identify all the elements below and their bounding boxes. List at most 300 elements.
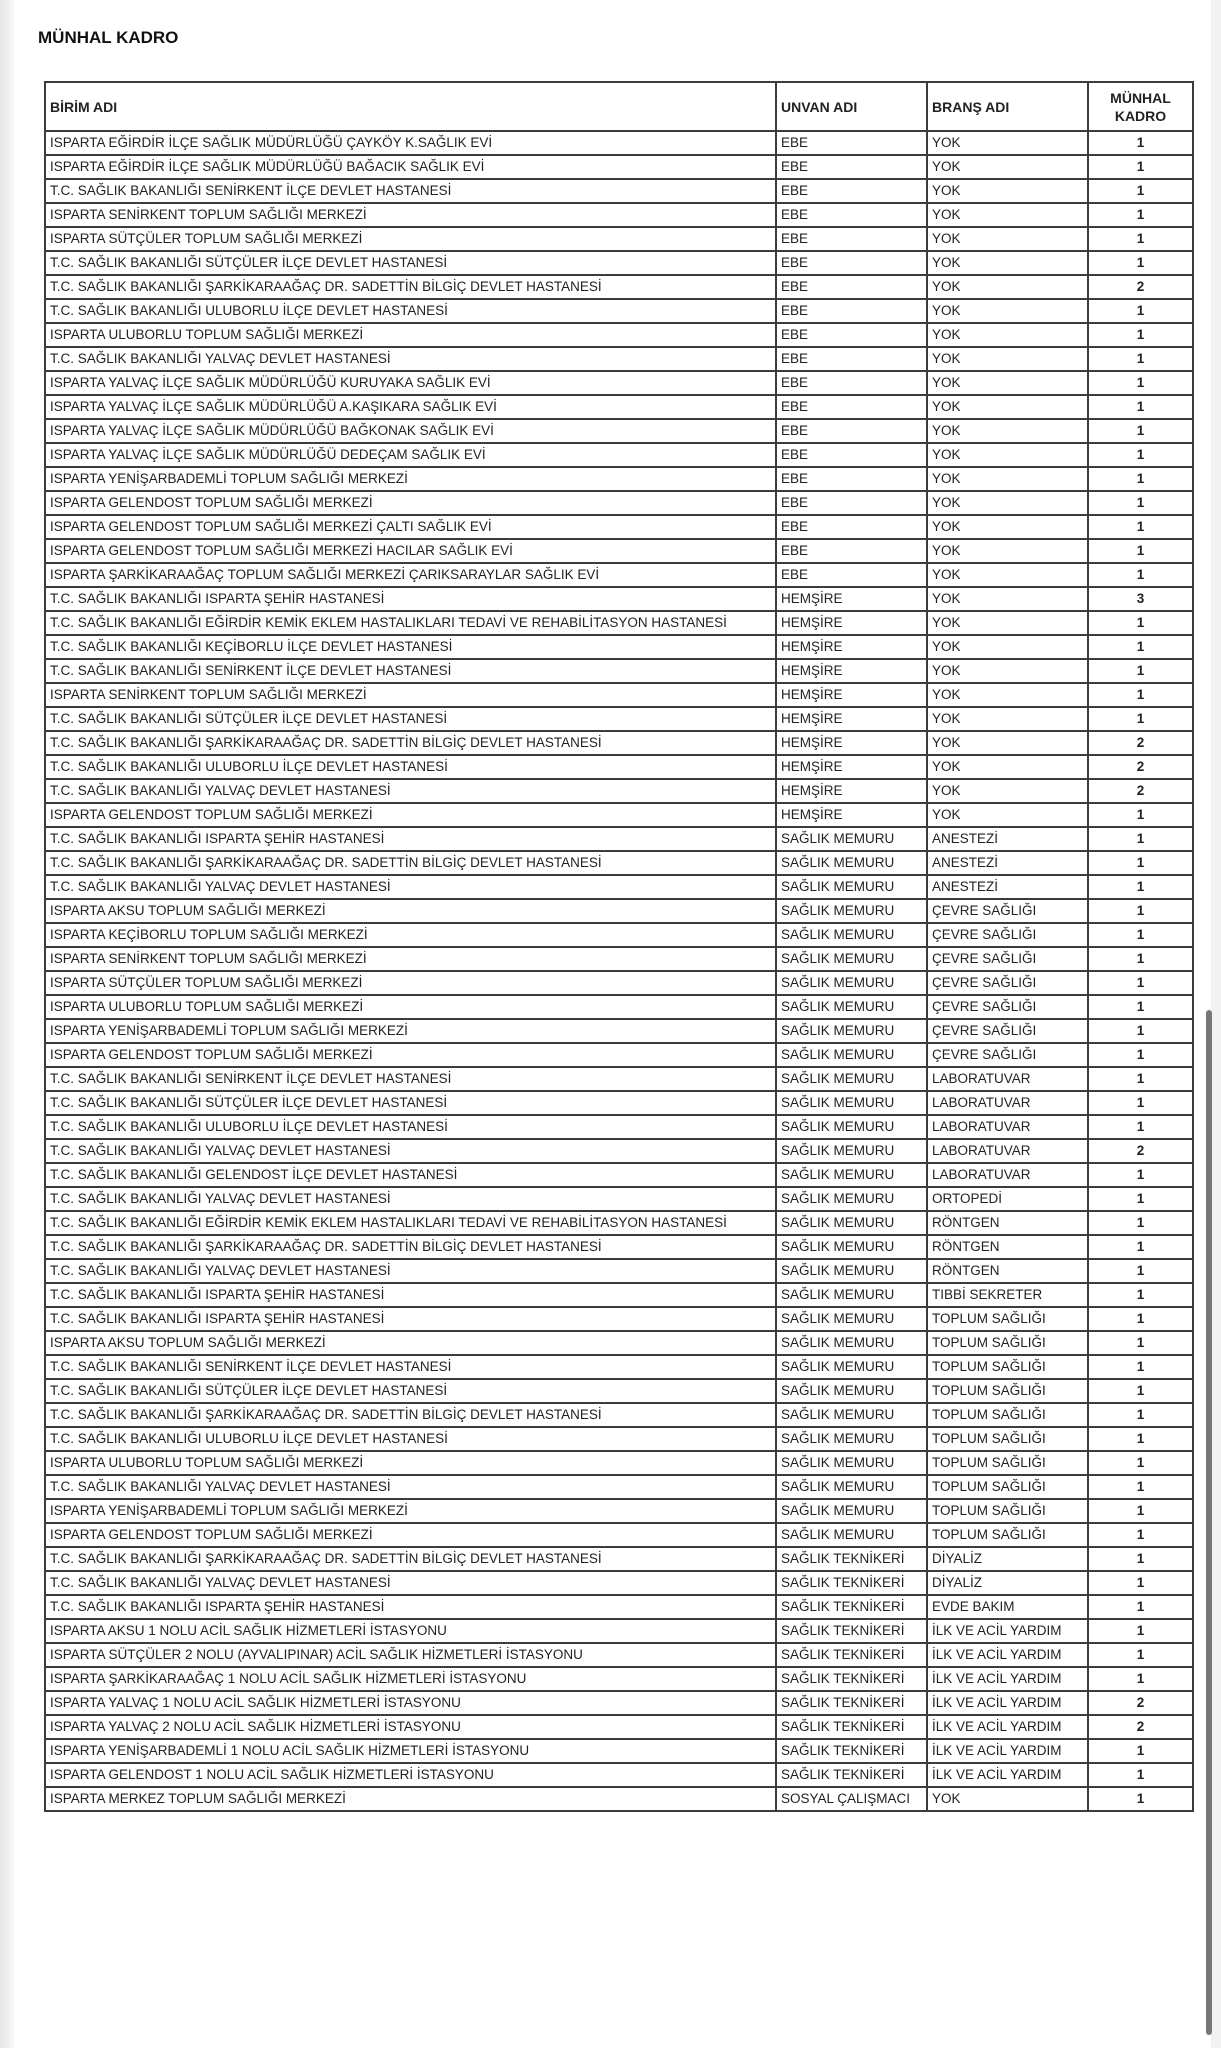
scrollbar-track[interactable]	[1211, 0, 1221, 2048]
title-cell: SAĞLIK MEMURU	[776, 1355, 927, 1379]
unit-name-cell: T.C. SAĞLIK BAKANLIĞI ŞARKİKARAAĞAÇ DR. SADETTİN BİLGİÇ DEVLET HASTANESİ	[45, 1547, 776, 1571]
table-row	[45, 659, 1193, 683]
vacancy-count-cell: 1	[1088, 1643, 1193, 1667]
unit-name-cell: ISPARTA YALVAÇ İLÇE SAĞLIK MÜDÜRLÜĞÜ KURUYAKA SAĞLIK EVİ	[45, 371, 776, 395]
branch-cell: TOPLUM SAĞLIĞI	[927, 1403, 1088, 1427]
table-row	[45, 1067, 1193, 1091]
vacancy-count-cell: 1	[1088, 1667, 1193, 1691]
title-cell: SAĞLIK MEMURU	[776, 1067, 927, 1091]
title-cell: SAĞLIK MEMURU	[776, 947, 927, 971]
title-cell: SAĞLIK TEKNİKERİ	[776, 1691, 927, 1715]
title-cell: HEMŞİRE	[776, 659, 927, 683]
unit-name-cell: T.C. SAĞLIK BAKANLIĞI YALVAÇ DEVLET HASTANESİ	[45, 1475, 776, 1499]
vacancy-count-cell: 1	[1088, 251, 1193, 275]
title-cell: HEMŞİRE	[776, 755, 927, 779]
vacancy-count-cell: 1	[1088, 851, 1193, 875]
table-row	[45, 1739, 1193, 1763]
title-cell: SAĞLIK MEMURU	[776, 1187, 927, 1211]
branch-cell: TOPLUM SAĞLIĞI	[927, 1379, 1088, 1403]
page-title: MÜNHAL KADRO	[38, 28, 179, 47]
title-cell: EBE	[776, 323, 927, 347]
title-cell: EBE	[776, 203, 927, 227]
branch-cell: İLK VE ACİL YARDIM	[927, 1763, 1088, 1787]
branch-cell: ÇEVRE SAĞLIĞI	[927, 971, 1088, 995]
table-row	[45, 1475, 1193, 1499]
vacancy-count-cell: 1	[1088, 443, 1193, 467]
unit-name-cell: ISPARTA ŞARKİKARAAĞAÇ 1 NOLU ACİL SAĞLIK HİZMETLERİ İSTASYONU	[45, 1667, 776, 1691]
unit-name-cell: ISPARTA SENİRKENT TOPLUM SAĞLIĞI MERKEZİ	[45, 683, 776, 707]
scrollbar-thumb[interactable]	[1206, 1010, 1212, 2035]
table-row	[45, 1115, 1193, 1139]
unit-name-cell: ISPARTA KEÇİBORLU TOPLUM SAĞLIĞI MERKEZİ	[45, 923, 776, 947]
table-row	[45, 1019, 1193, 1043]
vacancy-count-cell: 1	[1088, 707, 1193, 731]
vacancy-count-cell: 1	[1088, 179, 1193, 203]
title-cell: HEMŞİRE	[776, 803, 927, 827]
branch-cell: YOK	[927, 443, 1088, 467]
branch-cell: YOK	[927, 611, 1088, 635]
branch-cell: YOK	[927, 179, 1088, 203]
title-cell: SAĞLIK MEMURU	[776, 1139, 927, 1163]
unit-name-cell: T.C. SAĞLIK BAKANLIĞI YALVAÇ DEVLET HASTANESİ	[45, 1187, 776, 1211]
table-row	[45, 131, 1193, 155]
unit-name-cell: T.C. SAĞLIK BAKANLIĞI ULUBORLU İLÇE DEVLET HASTANESİ	[45, 755, 776, 779]
unit-name-cell: T.C. SAĞLIK BAKANLIĞI SENİRKENT İLÇE DEVLET HASTANESİ	[45, 1355, 776, 1379]
title-cell: SAĞLIK MEMURU	[776, 1307, 927, 1331]
title-cell: EBE	[776, 275, 927, 299]
table-row	[45, 587, 1193, 611]
branch-cell: ANESTEZİ	[927, 875, 1088, 899]
vacancy-count-cell: 1	[1088, 1571, 1193, 1595]
unit-name-cell: T.C. SAĞLIK BAKANLIĞI SÜTÇÜLER İLÇE DEVLET HASTANESİ	[45, 251, 776, 275]
unit-name-cell: T.C. SAĞLIK BAKANLIĞI SENİRKENT İLÇE DEVLET HASTANESİ	[45, 1067, 776, 1091]
unit-name-cell: ISPARTA SÜTÇÜLER TOPLUM SAĞLIĞI MERKEZİ	[45, 227, 776, 251]
table-row	[45, 155, 1193, 179]
unit-name-cell: T.C. SAĞLIK BAKANLIĞI ŞARKİKARAAĞAÇ DR. SADETTİN BİLGİÇ DEVLET HASTANESİ	[45, 1403, 776, 1427]
vacancy-count-cell: 2	[1088, 779, 1193, 803]
table-row	[45, 1499, 1193, 1523]
unit-name-cell: T.C. SAĞLIK BAKANLIĞI ULUBORLU İLÇE DEVLET HASTANESİ	[45, 1115, 776, 1139]
title-cell: SAĞLIK MEMURU	[776, 1115, 927, 1139]
vacancy-count-cell: 2	[1088, 1139, 1193, 1163]
vacancy-count-cell: 1	[1088, 155, 1193, 179]
unit-name-cell: ISPARTA EĞİRDİR İLÇE SAĞLIK MÜDÜRLÜĞÜ BAĞACIK SAĞLIK EVİ	[45, 155, 776, 179]
table-row	[45, 539, 1193, 563]
vacancy-count-cell: 1	[1088, 1091, 1193, 1115]
table-row	[45, 1163, 1193, 1187]
title-cell: SAĞLIK TEKNİKERİ	[776, 1763, 927, 1787]
table-row	[45, 1379, 1193, 1403]
unit-name-cell: T.C. SAĞLIK BAKANLIĞI YALVAÇ DEVLET HASTANESİ	[45, 779, 776, 803]
table-row	[45, 1043, 1193, 1067]
branch-cell: İLK VE ACİL YARDIM	[927, 1691, 1088, 1715]
branch-cell: YOK	[927, 1787, 1088, 1811]
branch-cell: İLK VE ACİL YARDIM	[927, 1667, 1088, 1691]
title-cell: EBE	[776, 419, 927, 443]
branch-cell: RÖNTGEN	[927, 1235, 1088, 1259]
title-cell: SAĞLIK MEMURU	[776, 1235, 927, 1259]
unit-name-cell: ISPARTA AKSU TOPLUM SAĞLIĞI MERKEZİ	[45, 1331, 776, 1355]
title-cell: HEMŞİRE	[776, 779, 927, 803]
unit-name-cell: ISPARTA SENİRKENT TOPLUM SAĞLIĞI MERKEZİ	[45, 203, 776, 227]
table-row	[45, 491, 1193, 515]
branch-cell: YOK	[927, 683, 1088, 707]
unit-name-cell: T.C. SAĞLIK BAKANLIĞI ISPARTA ŞEHİR HASTANESİ	[45, 587, 776, 611]
vacancy-count-cell: 1	[1088, 347, 1193, 371]
title-cell: SAĞLIK TEKNİKERİ	[776, 1739, 927, 1763]
table-row	[45, 1403, 1193, 1427]
title-cell: EBE	[776, 155, 927, 179]
vacancy-count-cell: 1	[1088, 1283, 1193, 1307]
vacancy-count-cell: 1	[1088, 467, 1193, 491]
table-row	[45, 1331, 1193, 1355]
title-cell: SAĞLIK MEMURU	[776, 1283, 927, 1307]
branch-cell: YOK	[927, 371, 1088, 395]
vacancy-count-cell: 1	[1088, 419, 1193, 443]
branch-cell: İLK VE ACİL YARDIM	[927, 1643, 1088, 1667]
table-row	[45, 947, 1193, 971]
unit-name-cell: ISPARTA GELENDOST 1 NOLU ACİL SAĞLIK HİZMETLERİ İSTASYONU	[45, 1763, 776, 1787]
branch-cell: ÇEVRE SAĞLIĞI	[927, 899, 1088, 923]
table-row	[45, 923, 1193, 947]
branch-cell: YOK	[927, 299, 1088, 323]
table-row	[45, 875, 1193, 899]
table-row	[45, 371, 1193, 395]
branch-cell: RÖNTGEN	[927, 1259, 1088, 1283]
branch-cell: DİYALİZ	[927, 1547, 1088, 1571]
title-cell: SAĞLIK TEKNİKERİ	[776, 1667, 927, 1691]
unit-name-cell: T.C. SAĞLIK BAKANLIĞI SÜTÇÜLER İLÇE DEVLET HASTANESİ	[45, 1379, 776, 1403]
title-cell: SAĞLIK MEMURU	[776, 851, 927, 875]
branch-cell: İLK VE ACİL YARDIM	[927, 1739, 1088, 1763]
vacancy-table	[44, 81, 1194, 1812]
table-row	[45, 251, 1193, 275]
vacancy-count-cell: 1	[1088, 395, 1193, 419]
table-row	[45, 683, 1193, 707]
unit-name-cell: ISPARTA AKSU TOPLUM SAĞLIĞI MERKEZİ	[45, 899, 776, 923]
table-row	[45, 899, 1193, 923]
vacancy-count-cell: 1	[1088, 1043, 1193, 1067]
vacancy-count-cell: 1	[1088, 1115, 1193, 1139]
title-cell: SAĞLIK MEMURU	[776, 1019, 927, 1043]
table-row	[45, 611, 1193, 635]
table-row	[45, 1259, 1193, 1283]
unit-name-cell: ISPARTA ULUBORLU TOPLUM SAĞLIĞI MERKEZİ	[45, 323, 776, 347]
title-cell: EBE	[776, 539, 927, 563]
page-left-margin	[0, 0, 14, 2048]
vacancy-count-cell: 1	[1088, 1067, 1193, 1091]
vacancy-count-cell: 1	[1088, 923, 1193, 947]
branch-cell: YOK	[927, 659, 1088, 683]
table-row	[45, 179, 1193, 203]
table-row	[45, 1547, 1193, 1571]
vacancy-count-cell: 3	[1088, 587, 1193, 611]
table-row	[45, 419, 1193, 443]
branch-cell: YOK	[927, 395, 1088, 419]
vacancy-count-cell: 1	[1088, 491, 1193, 515]
title-cell: SAĞLIK MEMURU	[776, 1211, 927, 1235]
title-cell: SAĞLIK MEMURU	[776, 1379, 927, 1403]
branch-cell: YOK	[927, 515, 1088, 539]
unit-name-cell: ISPARTA GELENDOST TOPLUM SAĞLIĞI MERKEZİ HACILAR SAĞLIK EVİ	[45, 539, 776, 563]
table-row	[45, 1619, 1193, 1643]
table-row	[45, 227, 1193, 251]
table-row	[45, 299, 1193, 323]
vacancy-count-cell: 1	[1088, 827, 1193, 851]
vacancy-count-cell: 1	[1088, 323, 1193, 347]
vacancy-count-cell: 1	[1088, 1427, 1193, 1451]
table-row	[45, 443, 1193, 467]
unit-name-cell: T.C. SAĞLIK BAKANLIĞI SENİRKENT İLÇE DEVLET HASTANESİ	[45, 659, 776, 683]
vacancy-count-cell: 1	[1088, 1739, 1193, 1763]
unit-name-cell: T.C. SAĞLIK BAKANLIĞI ISPARTA ŞEHİR HASTANESİ	[45, 1283, 776, 1307]
vacancy-count-cell: 1	[1088, 947, 1193, 971]
branch-cell: TOPLUM SAĞLIĞI	[927, 1355, 1088, 1379]
vacancy-count-cell: 1	[1088, 1547, 1193, 1571]
vacancy-count-cell: 1	[1088, 515, 1193, 539]
title-cell: SAĞLIK MEMURU	[776, 899, 927, 923]
unit-name-cell: ISPARTA EĞİRDİR İLÇE SAĞLIK MÜDÜRLÜĞÜ ÇAYKÖY K.SAĞLIK EVİ	[45, 131, 776, 155]
branch-cell: YOK	[927, 419, 1088, 443]
unit-name-cell: ISPARTA YALVAÇ İLÇE SAĞLIK MÜDÜRLÜĞÜ DEDEÇAM SAĞLIK EVİ	[45, 443, 776, 467]
table-row	[45, 1763, 1193, 1787]
title-cell: SAĞLIK MEMURU	[776, 827, 927, 851]
title-cell: EBE	[776, 347, 927, 371]
branch-cell: YOK	[927, 155, 1088, 179]
title-cell: SAĞLIK TEKNİKERİ	[776, 1715, 927, 1739]
branch-cell: YOK	[927, 635, 1088, 659]
title-cell: EBE	[776, 443, 927, 467]
table-row	[45, 1235, 1193, 1259]
vacancy-count-cell: 1	[1088, 1619, 1193, 1643]
unit-name-cell: ISPARTA GELENDOST TOPLUM SAĞLIĞI MERKEZİ	[45, 491, 776, 515]
vacancy-count-cell: 1	[1088, 1523, 1193, 1547]
vacancy-count-cell: 1	[1088, 1019, 1193, 1043]
unit-name-cell: T.C. SAĞLIK BAKANLIĞI YALVAÇ DEVLET HASTANESİ	[45, 875, 776, 899]
table-row	[45, 1139, 1193, 1163]
branch-cell: LABORATUVAR	[927, 1067, 1088, 1091]
unit-name-cell: ISPARTA GELENDOST TOPLUM SAĞLIĞI MERKEZİ	[45, 803, 776, 827]
title-cell: HEMŞİRE	[776, 635, 927, 659]
vacancy-count-cell: 1	[1088, 803, 1193, 827]
header-branch-name: BRANŞ ADI	[927, 82, 1088, 131]
table-row	[45, 779, 1193, 803]
table-row	[45, 1091, 1193, 1115]
branch-cell: İLK VE ACİL YARDIM	[927, 1715, 1088, 1739]
unit-name-cell: T.C. SAĞLIK BAKANLIĞI KEÇİBORLU İLÇE DEVLET HASTANESİ	[45, 635, 776, 659]
unit-name-cell: ISPARTA YENİŞARBADEMLİ TOPLUM SAĞLIĞI MERKEZİ	[45, 467, 776, 491]
branch-cell: YOK	[927, 347, 1088, 371]
branch-cell: TOPLUM SAĞLIĞI	[927, 1307, 1088, 1331]
branch-cell: ORTOPEDİ	[927, 1187, 1088, 1211]
title-cell: SOSYAL ÇALIŞMACI	[776, 1787, 927, 1811]
branch-cell: TOPLUM SAĞLIĞI	[927, 1523, 1088, 1547]
title-cell: EBE	[776, 251, 927, 275]
vacancy-count-cell: 1	[1088, 1787, 1193, 1811]
branch-cell: YOK	[927, 323, 1088, 347]
branch-cell: RÖNTGEN	[927, 1211, 1088, 1235]
header-unit-name: BİRİM ADI	[45, 82, 776, 131]
vacancy-count-cell: 1	[1088, 1355, 1193, 1379]
unit-name-cell: ISPARTA AKSU 1 NOLU ACİL SAĞLIK HİZMETLERİ İSTASYONU	[45, 1619, 776, 1643]
vacancy-count-cell: 1	[1088, 899, 1193, 923]
branch-cell: ANESTEZİ	[927, 851, 1088, 875]
table-row	[45, 1523, 1193, 1547]
branch-cell: TOPLUM SAĞLIĞI	[927, 1451, 1088, 1475]
title-cell: EBE	[776, 491, 927, 515]
table-row	[45, 1667, 1193, 1691]
branch-cell: TIBBİ SEKRETER	[927, 1283, 1088, 1307]
table-row	[45, 731, 1193, 755]
unit-name-cell: T.C. SAĞLIK BAKANLIĞI EĞİRDİR KEMİK EKLEM HASTALIKLARI TEDAVİ VE REHABİLİTASYON HASTANESİ	[45, 1211, 776, 1235]
vacancy-count-cell: 1	[1088, 1595, 1193, 1619]
vacancy-count-cell: 1	[1088, 1451, 1193, 1475]
branch-cell: YOK	[927, 491, 1088, 515]
vacancy-count-cell: 1	[1088, 635, 1193, 659]
branch-cell: ÇEVRE SAĞLIĞI	[927, 923, 1088, 947]
unit-name-cell: ISPARTA GELENDOST TOPLUM SAĞLIĞI MERKEZİ ÇALTI SAĞLIK EVİ	[45, 515, 776, 539]
unit-name-cell: T.C. SAĞLIK BAKANLIĞI GELENDOST İLÇE DEVLET HASTANESİ	[45, 1163, 776, 1187]
title-cell: SAĞLIK MEMURU	[776, 1451, 927, 1475]
title-cell: EBE	[776, 227, 927, 251]
title-cell: HEMŞİRE	[776, 587, 927, 611]
vacancy-count-cell: 1	[1088, 875, 1193, 899]
branch-cell: ÇEVRE SAĞLIĞI	[927, 947, 1088, 971]
title-cell: HEMŞİRE	[776, 731, 927, 755]
vacancy-count-cell: 1	[1088, 131, 1193, 155]
vacancy-count-cell: 1	[1088, 1475, 1193, 1499]
table-row	[45, 1307, 1193, 1331]
title-cell: SAĞLIK MEMURU	[776, 1043, 927, 1067]
table-row	[45, 995, 1193, 1019]
unit-name-cell: T.C. SAĞLIK BAKANLIĞI ISPARTA ŞEHİR HASTANESİ	[45, 1307, 776, 1331]
vacancy-count-cell: 1	[1088, 371, 1193, 395]
branch-cell: TOPLUM SAĞLIĞI	[927, 1427, 1088, 1451]
table-row	[45, 1787, 1193, 1811]
branch-cell: YOK	[927, 779, 1088, 803]
unit-name-cell: ISPARTA ŞARKİKARAAĞAÇ TOPLUM SAĞLIĞI MERKEZİ ÇARIKSARAYLAR SAĞLIK EVİ	[45, 563, 776, 587]
table-row	[45, 827, 1193, 851]
table-row	[45, 563, 1193, 587]
unit-name-cell: T.C. SAĞLIK BAKANLIĞI ŞARKİKARAAĞAÇ DR. SADETTİN BİLGİÇ DEVLET HASTANESİ	[45, 731, 776, 755]
unit-name-cell: ISPARTA YENİŞARBADEMLİ 1 NOLU ACİL SAĞLIK HİZMETLERİ İSTASYONU	[45, 1739, 776, 1763]
unit-name-cell: T.C. SAĞLIK BAKANLIĞI SÜTÇÜLER İLÇE DEVLET HASTANESİ	[45, 1091, 776, 1115]
unit-name-cell: T.C. SAĞLIK BAKANLIĞI EĞİRDİR KEMİK EKLEM HASTALIKLARI TEDAVİ VE REHABİLİTASYON HASTANESİ	[45, 611, 776, 635]
unit-name-cell: ISPARTA YALVAÇ 2 NOLU ACİL SAĞLIK HİZMETLERİ İSTASYONU	[45, 1715, 776, 1739]
unit-name-cell: T.C. SAĞLIK BAKANLIĞI YALVAÇ DEVLET HASTANESİ	[45, 347, 776, 371]
title-cell: EBE	[776, 179, 927, 203]
branch-cell: YOK	[927, 755, 1088, 779]
unit-name-cell: ISPARTA YENİŞARBADEMLİ TOPLUM SAĞLIĞI MERKEZİ	[45, 1019, 776, 1043]
title-cell: SAĞLIK MEMURU	[776, 923, 927, 947]
unit-name-cell: ISPARTA ULUBORLU TOPLUM SAĞLIĞI MERKEZİ	[45, 995, 776, 1019]
table-row	[45, 1283, 1193, 1307]
table-row	[45, 203, 1193, 227]
unit-name-cell: ISPARTA SENİRKENT TOPLUM SAĞLIĞI MERKEZİ	[45, 947, 776, 971]
vacancy-count-cell: 1	[1088, 1379, 1193, 1403]
table-row	[45, 515, 1193, 539]
title-cell: SAĞLIK MEMURU	[776, 1163, 927, 1187]
vacancy-count-cell: 1	[1088, 563, 1193, 587]
table-header-row	[45, 82, 1193, 131]
branch-cell: ÇEVRE SAĞLIĞI	[927, 995, 1088, 1019]
table-row	[45, 1691, 1193, 1715]
title-cell: EBE	[776, 395, 927, 419]
table-row	[45, 323, 1193, 347]
title-cell: SAĞLIK MEMURU	[776, 1259, 927, 1283]
title-cell: SAĞLIK TEKNİKERİ	[776, 1619, 927, 1643]
branch-cell: EVDE BAKIM	[927, 1595, 1088, 1619]
unit-name-cell: ISPARTA YALVAÇ İLÇE SAĞLIK MÜDÜRLÜĞÜ BAĞKONAK SAĞLIK EVİ	[45, 419, 776, 443]
branch-cell: YOK	[927, 587, 1088, 611]
branch-cell: TOPLUM SAĞLIĞI	[927, 1475, 1088, 1499]
vacancy-count-cell: 1	[1088, 1259, 1193, 1283]
vacancy-count-cell: 1	[1088, 611, 1193, 635]
title-cell: SAĞLIK MEMURU	[776, 1523, 927, 1547]
unit-name-cell: T.C. SAĞLIK BAKANLIĞI ISPARTA ŞEHİR HASTANESİ	[45, 827, 776, 851]
vacancy-count-cell: 2	[1088, 1691, 1193, 1715]
title-cell: EBE	[776, 467, 927, 491]
unit-name-cell: ISPARTA GELENDOST TOPLUM SAĞLIĞI MERKEZİ	[45, 1523, 776, 1547]
branch-cell: TOPLUM SAĞLIĞI	[927, 1499, 1088, 1523]
title-cell: SAĞLIK TEKNİKERİ	[776, 1643, 927, 1667]
title-cell: HEMŞİRE	[776, 707, 927, 731]
branch-cell: TOPLUM SAĞLIĞI	[927, 1331, 1088, 1355]
branch-cell: LABORATUVAR	[927, 1139, 1088, 1163]
table-row	[45, 1571, 1193, 1595]
branch-cell: YOK	[927, 539, 1088, 563]
vacancy-count-cell: 1	[1088, 659, 1193, 683]
branch-cell: YOK	[927, 131, 1088, 155]
unit-name-cell: T.C. SAĞLIK BAKANLIĞI SENİRKENT İLÇE DEVLET HASTANESİ	[45, 179, 776, 203]
title-cell: SAĞLIK TEKNİKERİ	[776, 1547, 927, 1571]
unit-name-cell: T.C. SAĞLIK BAKANLIĞI YALVAÇ DEVLET HASTANESİ	[45, 1571, 776, 1595]
vacancy-count-cell: 1	[1088, 227, 1193, 251]
vacancy-count-cell: 2	[1088, 755, 1193, 779]
branch-cell: YOK	[927, 275, 1088, 299]
title-cell: SAĞLIK TEKNİKERİ	[776, 1571, 927, 1595]
branch-cell: YOK	[927, 203, 1088, 227]
title-cell: EBE	[776, 371, 927, 395]
branch-cell: YOK	[927, 251, 1088, 275]
branch-cell: DİYALİZ	[927, 1571, 1088, 1595]
table-row	[45, 467, 1193, 491]
unit-name-cell: T.C. SAĞLIK BAKANLIĞI ŞARKİKARAAĞAÇ DR. SADETTİN BİLGİÇ DEVLET HASTANESİ	[45, 851, 776, 875]
branch-cell: YOK	[927, 803, 1088, 827]
title-cell: EBE	[776, 131, 927, 155]
title-cell: HEMŞİRE	[776, 611, 927, 635]
vacancy-count-cell: 1	[1088, 1235, 1193, 1259]
unit-name-cell: ISPARTA MERKEZ TOPLUM SAĞLIĞI MERKEZİ	[45, 1787, 776, 1811]
title-cell: HEMŞİRE	[776, 683, 927, 707]
table-row	[45, 1451, 1193, 1475]
table-row	[45, 1595, 1193, 1619]
title-cell: SAĞLIK MEMURU	[776, 1475, 927, 1499]
table-row	[45, 275, 1193, 299]
branch-cell: YOK	[927, 467, 1088, 491]
unit-name-cell: T.C. SAĞLIK BAKANLIĞI ULUBORLU İLÇE DEVLET HASTANESİ	[45, 299, 776, 323]
unit-name-cell: T.C. SAĞLIK BAKANLIĞI ISPARTA ŞEHİR HASTANESİ	[45, 1595, 776, 1619]
unit-name-cell: T.C. SAĞLIK BAKANLIĞI ULUBORLU İLÇE DEVLET HASTANESİ	[45, 1427, 776, 1451]
branch-cell: İLK VE ACİL YARDIM	[927, 1619, 1088, 1643]
vacancy-count-cell: 1	[1088, 1403, 1193, 1427]
vacancy-count-cell: 2	[1088, 275, 1193, 299]
vacancy-count-cell: 1	[1088, 1211, 1193, 1235]
branch-cell: ÇEVRE SAĞLIĞI	[927, 1043, 1088, 1067]
unit-name-cell: T.C. SAĞLIK BAKANLIĞI YALVAÇ DEVLET HASTANESİ	[45, 1139, 776, 1163]
title-cell: SAĞLIK TEKNİKERİ	[776, 1595, 927, 1619]
branch-cell: YOK	[927, 563, 1088, 587]
